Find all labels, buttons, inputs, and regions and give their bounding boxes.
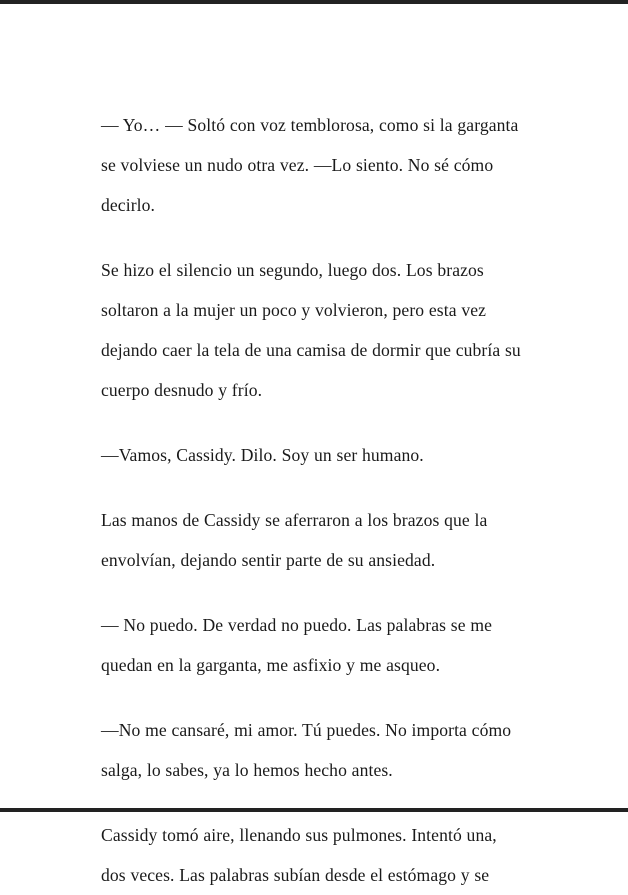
paragraph: —No me cansaré, mi amor. Tú puedes. No importa cómo salga, lo sabes, ya lo hemos hecho antes. [101,720,512,780]
paragraph: — No puedo. De verdad no puedo. Las palabras se me quedan en la garganta, me asfixio y me asqueo. [101,615,493,675]
paragraph: Cassidy tomó aire, llenando sus pulmones. Intentó una, dos veces. Las palabras subían desde el estómago y se [101,825,497,885]
paragraph: Se hizo el silencio un segundo, luego dos. Los brazos soltaron a la mujer un poco y volvieron, pero esta vez dejando caer la tela de una camisa de dormir que cubría su cuerpo desnudo y frío. [101,260,521,400]
text-column [101,105,525,895]
paragraph: —Vamos, Cassidy. Dilo. Soy un ser humano. [101,445,424,465]
paragraph: Las manos de Cassidy se aferraron a los brazos que la envolvían, dejando sentir parte de su ansiedad. [101,510,488,570]
paragraph: — Yo… — Soltó con voz temblorosa, como si la garganta se volviese un nudo otra vez. —Lo siento. No sé cómo decirlo. [101,115,519,215]
page-body [0,4,628,885]
